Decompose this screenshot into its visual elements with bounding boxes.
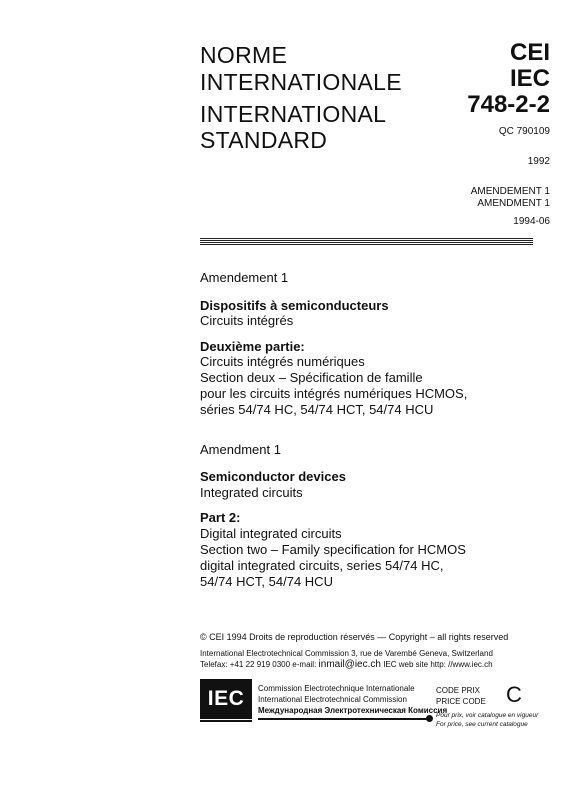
french-part-title: Deuxième partie: <box>200 339 305 354</box>
english-subject-title: Semiconductor devices <box>200 469 346 484</box>
commission-en: International Electrotechnical Commission <box>258 695 407 704</box>
title-fr-line1: NORME <box>200 42 288 68</box>
commission-fr: Commission Electrotechnique Internationale <box>258 684 415 693</box>
french-subject-subtitle: Circuits intégrés <box>200 313 294 328</box>
contact-line <box>200 660 493 670</box>
standard-number: 748-2-2 <box>467 91 550 118</box>
french-part-line: Circuits intégrés numériques <box>200 354 365 369</box>
english-subject-subtitle: Integrated circuits <box>200 485 303 500</box>
website-link[interactable]: IEC web site http: //www.iec.ch <box>383 660 493 669</box>
code-cei: CEI <box>509 39 550 66</box>
amendment-date: 1994-06 <box>513 216 550 227</box>
english-part-line: digital integrated circuits, series 54/74 HC, <box>200 558 444 573</box>
iec-logo-underline <box>200 720 252 722</box>
french-subject-title: Dispositifs à semiconducteurs <box>200 298 389 313</box>
french-part-line: Section deux – Spécification de famille <box>200 370 423 385</box>
title-fr-line2: INTERNATIONALE <box>200 69 402 95</box>
english-amendment: Amendment 1 <box>200 442 281 457</box>
bullet-dot-icon <box>426 715 433 722</box>
telefax-label: Telefax: +41 22 919 0300 e-mail: <box>200 660 317 669</box>
code-prix-label: CODE PRIX <box>436 686 481 695</box>
french-part-line: séries 54/74 HC, 54/74 HCT, 54/74 HCU <box>200 402 434 417</box>
french-part-line: pour les circuits intégrés numériques HCMOS, <box>200 386 468 401</box>
amendment-fr-label: AMENDEMENT 1 <box>470 186 550 197</box>
price-code-letter: C <box>506 682 522 707</box>
english-part-line: Section two – Family specification for HCMOS <box>200 542 466 557</box>
copyright-notice: © CEI 1994 Droits de reproduction réservés — Copyright – all rights reserved <box>200 632 509 642</box>
header-divider <box>200 238 533 245</box>
amendment-en-label: AMENDMENT 1 <box>477 198 550 209</box>
commission-underline <box>258 718 428 720</box>
qc-number: QC 790109 <box>498 126 550 137</box>
price-note-en: For price, see current catalogue <box>436 721 528 728</box>
price-note-fr: Pour prix, voir catalogue en vigueur <box>436 712 539 719</box>
email-link[interactable]: inmail@iec.ch <box>318 659 381 670</box>
english-part-line: Digital integrated circuits <box>200 526 342 541</box>
iec-address: International Electrotechnical Commission 3, rue de Varembé Geneva, Switzerland <box>200 649 493 658</box>
price-code-label: PRICE CODE <box>436 697 486 706</box>
title-en-line1: INTERNATIONAL <box>200 101 387 127</box>
publication-year: 1992 <box>527 156 550 167</box>
commission-ru: Международная Электротехническая Комиссия <box>258 706 448 715</box>
iec-logo: IEC <box>200 679 252 719</box>
french-amendment: Amendement 1 <box>200 270 289 285</box>
code-iec: IEC <box>509 65 550 92</box>
title-en-line2: STANDARD <box>200 127 328 153</box>
english-part-title: Part 2: <box>200 510 241 525</box>
english-part-line: 54/74 HCT, 54/74 HCU <box>200 574 333 589</box>
